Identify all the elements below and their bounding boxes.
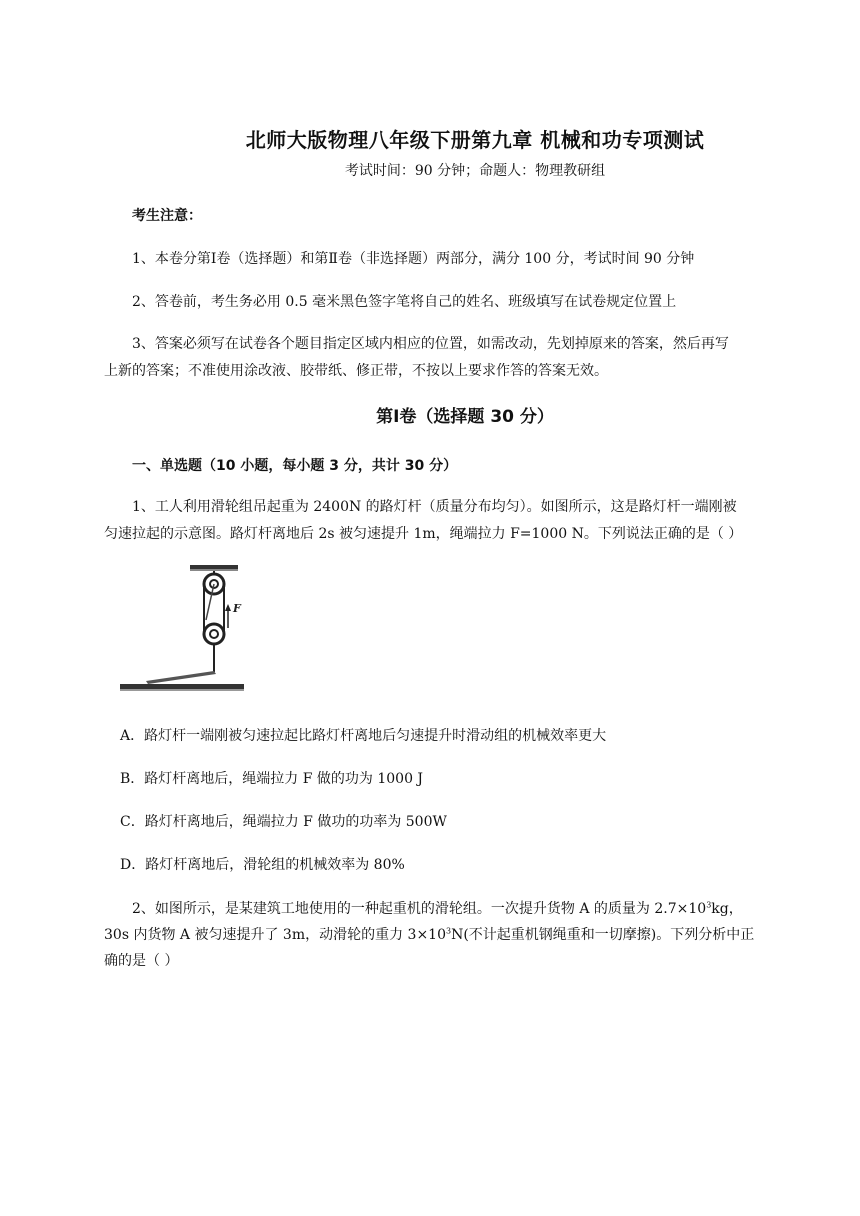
pulley-figure	[118, 560, 252, 696]
option-c: C．路灯杆离地后，绳端拉力 F 做功的功率为 500W	[120, 814, 447, 830]
ground	[120, 684, 244, 689]
notice-item-3: 3、答案必须写在试卷各个题目指定区域内相应的位置，如需改动，先划掉原来的答案，然后再写	[132, 336, 729, 352]
ceiling-shadow	[190, 569, 238, 571]
question-1-line-1: 1、工人利用滑轮组吊起重为 2400N 的路灯杆（质量分布均匀）。如图所示，这是路灯杆一端刚被	[132, 499, 737, 515]
notice-item-2: 2、答卷前，考生务必用 0.5 毫米黑色签字笔将自己的姓名、班级填写在试卷规定位置上	[132, 294, 677, 310]
exam-info: 考试时间：90 分钟；命题人：物理教研组	[344, 163, 606, 179]
notice-heading: 考生注意：	[132, 208, 202, 224]
notice-item-1: 1、本卷分第Ⅰ卷（选择题）和第Ⅱ卷（非选择题）两部分，满分 100 分，考试时间 90 分钟	[132, 251, 695, 267]
movable-pulley-axle	[210, 630, 218, 638]
notice-item-3-continued: 上新的答案；不准使用涂改液、胶带纸、修正带，不按以上要求作答的答案无效。	[104, 363, 608, 379]
option-d: D．路灯杆离地后，滑轮组的机械效率为 80%	[120, 857, 405, 873]
lamp-pole	[146, 671, 216, 684]
pulley-diagram	[118, 560, 252, 696]
force-label: F	[233, 602, 241, 615]
question-2-line-1: 2、如图所示，是某建筑工地使用的一种起重机的滑轮组。一次提升货物 A 的质量为 $2.7\times 10^3kg$，	[132, 900, 743, 917]
force-arrowhead	[225, 604, 231, 611]
question-2-line-2: 30s 内货物 A 被匀速提升了 3m，动滑轮的重力 $3\times 10^3N$(不计起重机钢绳重和一切摩擦)。下列分析中正	[104, 926, 755, 943]
part-heading: 一、单选题（10 小题，每小题 3 分，共计 30 分）	[132, 458, 458, 474]
ground-shadow	[120, 689, 244, 691]
question-1-line-2: 匀速拉起的示意图。路灯杆离地后 2s 被匀速提升 1m，绳端拉力 F=1000 N。下列说法正确的是（ ）	[104, 526, 743, 542]
page-title: 北师大版物理八年级下册第九章 机械和功专项测试	[245, 128, 705, 152]
section-title: 第Ⅰ卷（选择题 30 分）	[376, 407, 554, 427]
question-2-line-3: 确的是（ ）	[104, 953, 179, 969]
option-b: B．路灯杆离地后，绳端拉力 F 做的功为 1000 J	[120, 771, 424, 787]
option-a: A．路灯杆一端刚被匀速拉起比路灯杆离地后匀速提升时滑动组的机械效率更大	[120, 728, 607, 744]
